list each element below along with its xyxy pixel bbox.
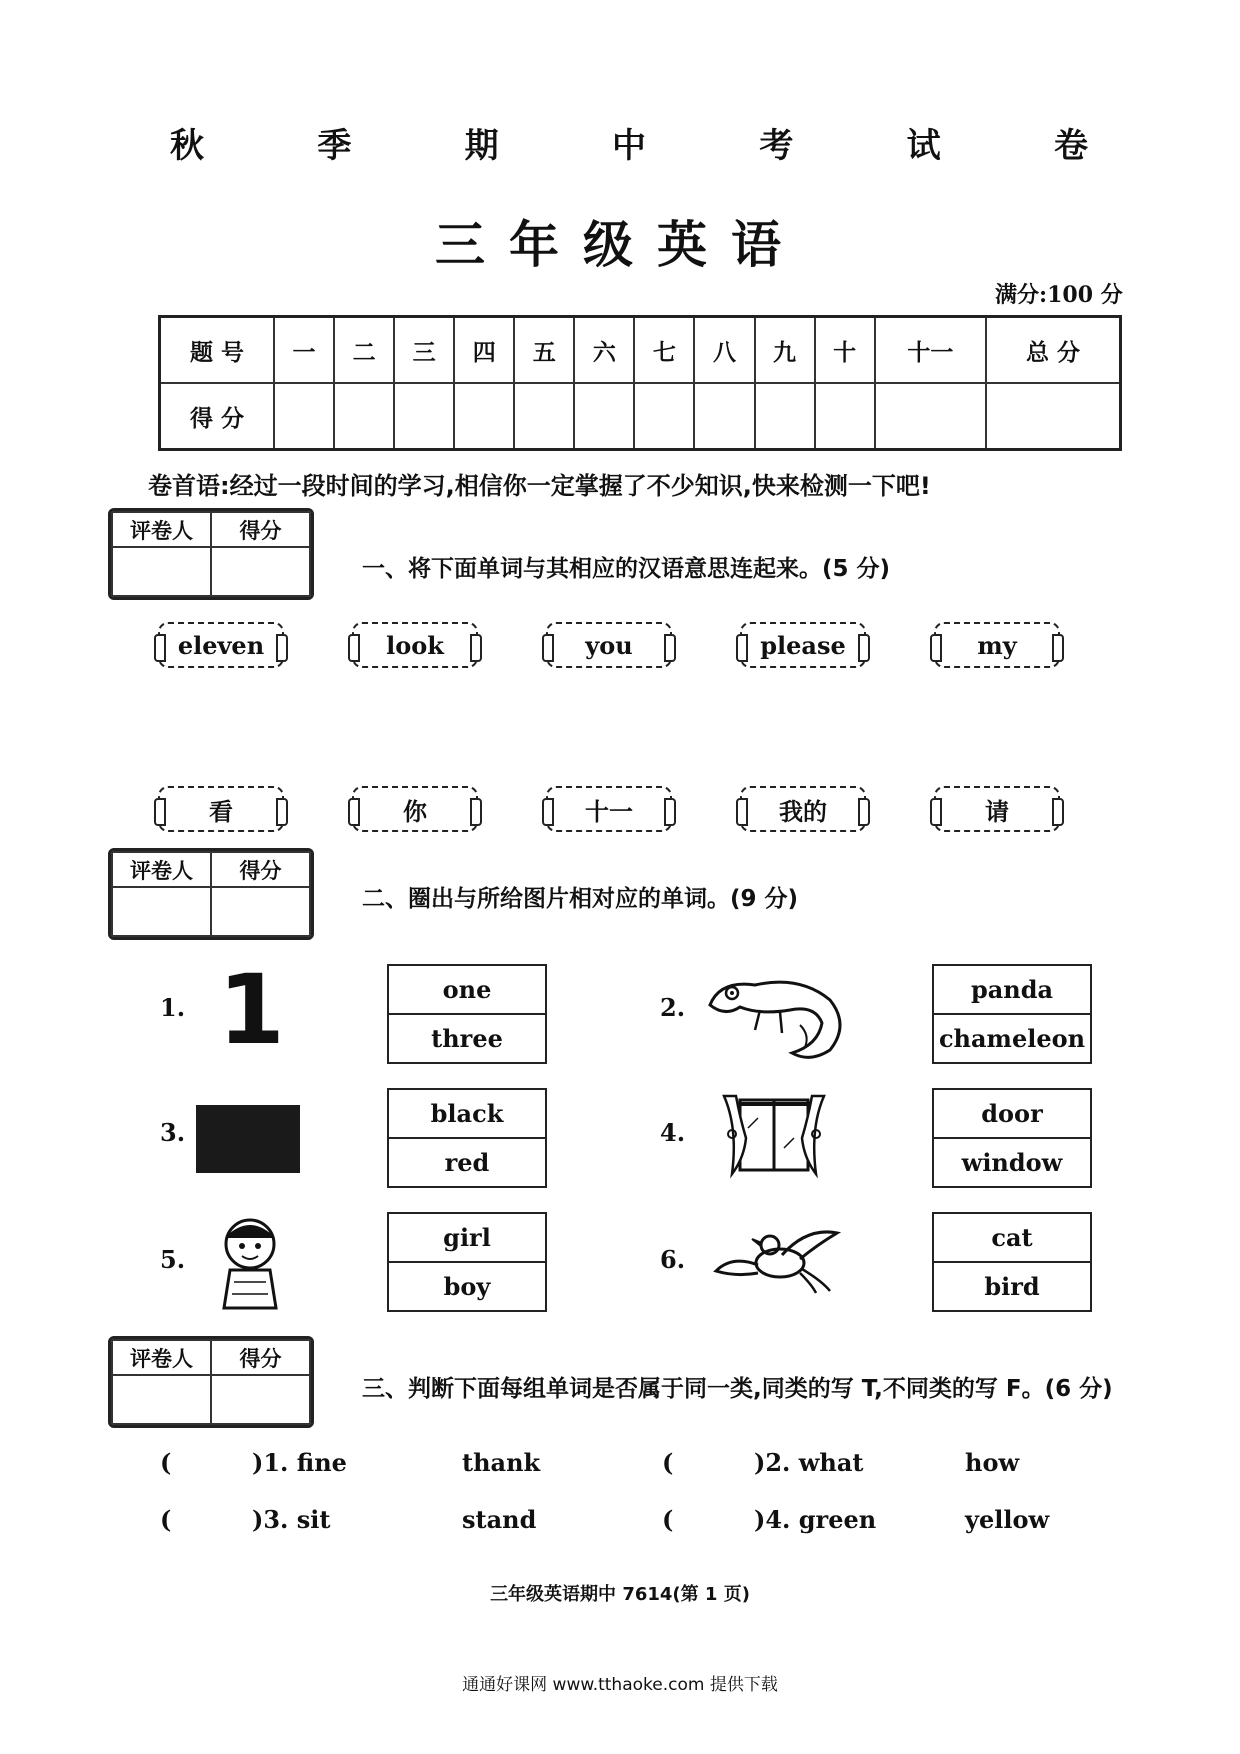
score-cell: 八 — [694, 317, 754, 384]
grader-reviewer-field[interactable] — [112, 547, 211, 596]
item-number: 4. — [660, 1118, 686, 1147]
title-char: 季 — [317, 126, 354, 166]
title-char: 中 — [611, 126, 648, 166]
title-char: 卷 — [1053, 126, 1090, 166]
judge-item: )2. what — [754, 1448, 864, 1477]
full-score: 满分:100 分 — [995, 282, 1123, 308]
score-input-cell[interactable] — [454, 383, 514, 450]
choice-box — [932, 964, 1092, 1064]
choice-box — [387, 1212, 547, 1312]
grader-reviewer-label: 评卷人 — [112, 852, 211, 887]
score-input-cell[interactable] — [986, 383, 1121, 450]
choice-option[interactable]: one — [389, 966, 545, 1015]
title-char: 秋 — [170, 126, 206, 166]
title-char: 期 — [464, 126, 501, 166]
score-cell: 总 分 — [986, 317, 1121, 384]
grader-reviewer-field[interactable] — [112, 1375, 211, 1424]
judge-word: stand — [462, 1505, 537, 1534]
score-input-cell[interactable] — [634, 383, 694, 450]
download-site-note[interactable]: 通通好课网 www.tthaoke.com 提供下载 — [462, 1675, 778, 1695]
choice-box — [387, 964, 547, 1064]
judge-paren[interactable]: ( — [662, 1448, 674, 1477]
choice-option[interactable]: black — [389, 1090, 545, 1139]
judge-word: yellow — [965, 1505, 1050, 1534]
score-input-cell[interactable] — [334, 383, 394, 450]
score-input-cell[interactable] — [755, 383, 815, 450]
score-table — [158, 315, 1122, 451]
choice-option[interactable]: three — [431, 1024, 503, 1053]
word-tag-chinese[interactable]: 看 — [158, 786, 284, 832]
word-tag-english[interactable]: please — [740, 622, 866, 668]
judge-item: )1. fine — [252, 1448, 347, 1477]
choice-option[interactable]: boy — [443, 1272, 491, 1301]
grader-reviewer-field[interactable] — [112, 887, 211, 936]
grader-score-label: 得分 — [211, 1340, 310, 1375]
score-row-label: 得 分 — [160, 383, 275, 450]
section1-title: 一、将下面单词与其相应的汉语意思连起来。(5 分) — [362, 556, 891, 582]
choice-box — [932, 1212, 1092, 1312]
choice-box — [932, 1088, 1092, 1188]
grader-score-label: 得分 — [211, 852, 310, 887]
score-input-cell[interactable] — [574, 383, 634, 450]
page-footer: 三年级英语期中 7614(第 1 页) — [490, 1584, 750, 1605]
title-char: 考 — [759, 126, 796, 166]
judge-paren[interactable]: ( — [662, 1505, 674, 1534]
choice-option[interactable]: door — [934, 1090, 1090, 1139]
word-tag-chinese[interactable]: 请 — [934, 786, 1060, 832]
word-tag-chinese[interactable]: 十一 — [546, 786, 672, 832]
score-input-cell[interactable] — [875, 383, 986, 450]
grader-reviewer-label: 评卷人 — [112, 512, 211, 547]
word-tag-chinese[interactable]: 你 — [352, 786, 478, 832]
grader-score-field[interactable] — [211, 1375, 310, 1424]
section3-title: 三、判断下面每组单词是否属于同一类,同类的写 T,不同类的写 F。(6 分) — [362, 1376, 1113, 1402]
judge-word: how — [965, 1448, 1020, 1477]
judge-item: )3. sit — [252, 1505, 331, 1534]
judge-item: )4. green — [754, 1505, 877, 1534]
choice-option[interactable]: cat — [934, 1214, 1090, 1263]
item-number: 3. — [160, 1118, 186, 1147]
judge-word: thank — [462, 1448, 541, 1477]
word-tag-english[interactable]: eleven — [158, 622, 284, 668]
title-char: 试 — [906, 126, 943, 166]
score-table-score-row — [160, 383, 1121, 450]
grader-box — [108, 848, 314, 940]
grader-score-label: 得分 — [211, 512, 310, 547]
word-tag-english[interactable]: you — [546, 622, 672, 668]
number-one-icon: 1 — [218, 954, 285, 1066]
grader-score-field[interactable] — [211, 547, 310, 596]
choice-option[interactable]: bird — [984, 1272, 1040, 1301]
grader-box — [108, 508, 314, 600]
score-cell: 三 — [394, 317, 454, 384]
score-cell: 九 — [755, 317, 815, 384]
word-tag-english[interactable]: my — [934, 622, 1060, 668]
chameleon-icon — [700, 955, 850, 1065]
choice-option[interactable]: chameleon — [938, 1024, 1086, 1053]
choice-option[interactable]: window — [961, 1148, 1063, 1177]
score-cell: 题 号 — [160, 317, 275, 384]
choice-box — [387, 1088, 547, 1188]
window-icon — [718, 1088, 830, 1183]
score-table-header-row — [160, 317, 1121, 384]
score-input-cell[interactable] — [274, 383, 334, 450]
word-tag-english[interactable]: look — [352, 622, 478, 668]
score-input-cell[interactable] — [694, 383, 754, 450]
judge-paren[interactable]: ( — [160, 1505, 172, 1534]
bird-icon — [712, 1225, 842, 1295]
score-input-cell[interactable] — [514, 383, 574, 450]
preface: 卷首语:经过一段时间的学习,相信你一定掌握了不少知识,快来检测一下吧! — [148, 472, 931, 500]
score-input-cell[interactable] — [815, 383, 875, 450]
score-input-cell[interactable] — [394, 383, 454, 450]
score-cell: 六 — [574, 317, 634, 384]
score-cell: 一 — [274, 317, 334, 384]
black-square-icon — [196, 1105, 300, 1173]
grader-score-field[interactable] — [211, 887, 310, 936]
score-cell: 四 — [454, 317, 514, 384]
grader-box — [108, 1336, 314, 1428]
choice-option[interactable]: girl — [389, 1214, 545, 1263]
score-cell: 十一 — [875, 317, 986, 384]
grader-reviewer-label: 评卷人 — [112, 1340, 211, 1375]
score-cell: 五 — [514, 317, 574, 384]
score-cell: 十 — [815, 317, 875, 384]
score-cell: 七 — [634, 317, 694, 384]
girl-icon — [210, 1212, 290, 1312]
item-number: 2. — [660, 993, 686, 1022]
item-number: 5. — [160, 1245, 186, 1274]
exam-title — [170, 118, 1090, 167]
choice-option[interactable]: red — [444, 1148, 490, 1177]
word-tag-chinese[interactable]: 我的 — [740, 786, 866, 832]
item-number: 6. — [660, 1245, 686, 1274]
section2-title: 二、圈出与所给图片相对应的单词。(9 分) — [362, 886, 799, 912]
judge-paren[interactable]: ( — [160, 1448, 172, 1477]
subject-title: 三年级英语 — [435, 215, 805, 274]
choice-option[interactable]: panda — [934, 966, 1090, 1015]
score-cell: 二 — [334, 317, 394, 384]
item-number: 1. — [160, 993, 186, 1022]
